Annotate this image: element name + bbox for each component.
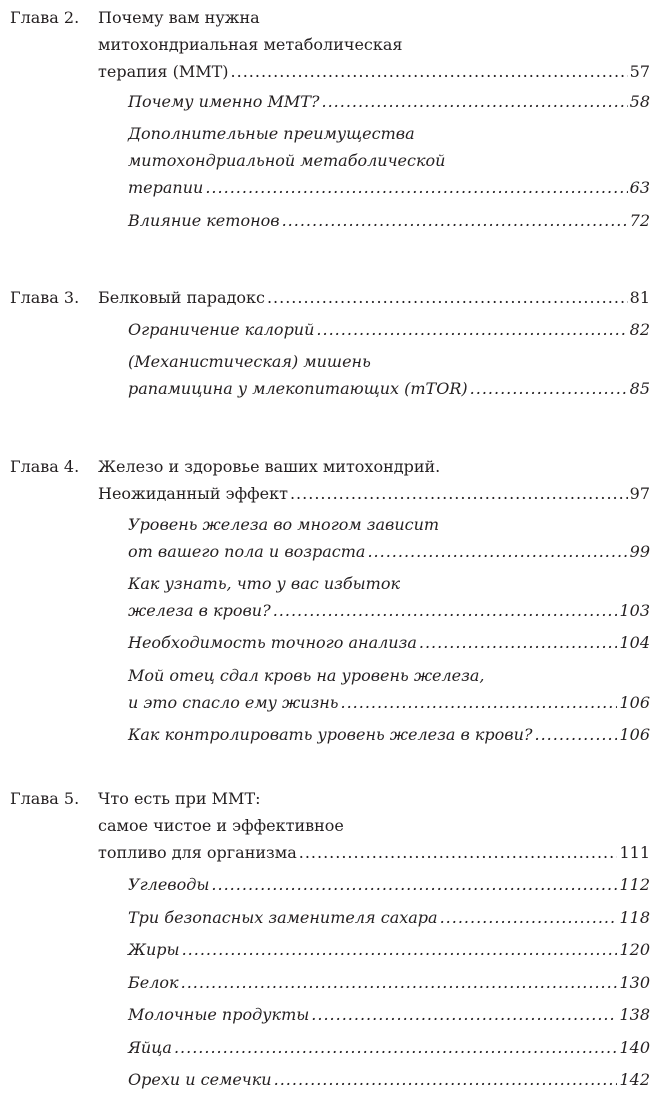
toc-entry[interactable]	[128, 904, 650, 931]
toc-leader-line	[98, 480, 650, 507]
entry-title-line: Орехи и семечки	[128, 1070, 272, 1089]
entry-title-line: Уровень железа во многом зависит	[128, 515, 440, 534]
dot-leader	[340, 689, 617, 716]
dot-leader	[273, 597, 618, 624]
toc-entry[interactable]	[128, 969, 650, 996]
entry-title-line: Молочные продукты	[128, 1005, 310, 1024]
dot-leader	[274, 1066, 618, 1093]
entry-title-line: железа в крови?	[128, 601, 271, 620]
page-number: 97	[629, 484, 650, 503]
chapter-title-line: терапия (ММТ)	[98, 62, 229, 81]
entry-title-line: Почему именно ММТ?	[128, 92, 320, 111]
chapter-title[interactable]	[98, 4, 650, 85]
entry-title-line: Дополнительные преимущества	[128, 124, 415, 143]
chapter-title-line: Железо и здоровье ваших митохондрий.	[98, 457, 441, 476]
entry-title-line: Жиры	[128, 940, 180, 959]
dot-leader	[290, 480, 628, 507]
entry-title-line: Как контролировать уровень железа в крови?	[128, 725, 533, 744]
toc-entry[interactable]	[128, 662, 650, 716]
toc-entry[interactable]	[128, 936, 650, 963]
entry-title-line: Как узнать, что у вас избыток	[128, 574, 400, 593]
dot-leader	[267, 284, 628, 311]
dot-leader	[311, 1001, 617, 1028]
page-number: 106	[619, 693, 650, 712]
dot-leader	[231, 58, 628, 85]
entry-title-line: Необходимость точного анализа	[128, 633, 417, 652]
dot-leader	[534, 721, 617, 748]
entry-title-line: (Механистическая) мишень	[128, 352, 371, 371]
toc-entry[interactable]	[128, 871, 650, 898]
page-number: 118	[619, 908, 650, 927]
dot-leader	[440, 904, 618, 931]
entry-title-line: Белок	[128, 973, 179, 992]
entry-title-line: Углеводы	[128, 875, 210, 894]
chapter-label: Глава 4.	[10, 457, 80, 476]
toc-entry[interactable]	[128, 120, 650, 201]
page-number: 63	[629, 178, 650, 197]
dot-leader	[282, 207, 628, 234]
chapter-title-line: Неожиданный эффект	[98, 484, 288, 503]
toc-entry[interactable]	[128, 207, 650, 234]
dot-leader	[470, 375, 628, 402]
chapter-title[interactable]	[98, 284, 650, 311]
page-number: 81	[629, 288, 650, 307]
entry-title-line: рапамицина у млекопитающих (mTOR)	[128, 379, 468, 398]
dot-leader	[182, 936, 618, 963]
toc-leader-line	[98, 58, 650, 85]
toc-entry[interactable]	[128, 348, 650, 402]
page-number: 58	[629, 92, 650, 111]
page-number: 106	[619, 725, 650, 744]
toc-entry[interactable]	[128, 1001, 650, 1028]
toc-entry[interactable]	[128, 629, 650, 656]
page-number: 111	[619, 843, 650, 862]
page-number: 120	[619, 940, 650, 959]
dot-leader	[181, 969, 618, 996]
chapter-title-line: Белковый парадокс	[98, 288, 265, 307]
toc-entry[interactable]	[128, 1034, 650, 1061]
toc-entry[interactable]	[128, 316, 650, 343]
entry-title-line: Влияние кетонов	[128, 211, 280, 230]
page-number: 103	[619, 601, 650, 620]
dot-leader	[419, 629, 618, 656]
entry-title-line: терапии	[128, 178, 204, 197]
page-number: 130	[619, 973, 650, 992]
dot-leader	[174, 1034, 618, 1061]
page-number: 140	[619, 1038, 650, 1057]
chapter-title-line: топливо для организма	[98, 843, 297, 862]
toc-entry[interactable]	[128, 721, 650, 748]
entry-title-line: Три безопасных заменителя сахара	[128, 908, 438, 927]
chapter-title[interactable]	[98, 785, 650, 866]
entry-title-line: Яйца	[128, 1038, 172, 1057]
dot-leader	[299, 839, 618, 866]
entry-title-line: Ограничение калорий	[128, 320, 315, 339]
entry-title-line: Мой отец сдал кровь на уровень железа,	[128, 666, 485, 685]
chapter-label: Глава 2.	[10, 8, 80, 27]
toc-entry[interactable]	[128, 88, 650, 115]
dot-leader	[205, 174, 627, 201]
toc-entry[interactable]	[128, 1066, 650, 1093]
entry-title-line: и это спасло ему жизнь	[128, 693, 339, 712]
page-number: 142	[619, 1070, 650, 1089]
chapter-title[interactable]	[98, 453, 650, 507]
page-number: 138	[619, 1005, 650, 1024]
page-number: 104	[619, 633, 650, 652]
dot-leader	[367, 538, 627, 565]
page-number: 85	[629, 379, 650, 398]
dot-leader	[316, 316, 627, 343]
toc-entry[interactable]	[128, 511, 650, 565]
page-number: 112	[619, 875, 650, 894]
dot-leader	[322, 88, 628, 115]
page-number: 82	[629, 320, 650, 339]
chapter-title-line: Почему вам нужна	[98, 8, 260, 27]
chapter-title-line: митохондриальная метаболическая	[98, 35, 403, 54]
entry-title-line: митохондриальной метаболической	[128, 151, 446, 170]
chapter-title-line: самое чистое и эффективное	[98, 816, 344, 835]
chapter-label: Глава 5.	[10, 789, 80, 808]
page-number: 72	[629, 211, 650, 230]
chapter-title-line: Что есть при ММТ:	[98, 789, 261, 808]
toc-entry[interactable]	[128, 570, 650, 624]
chapter-label: Глава 3.	[10, 288, 80, 307]
toc-leader-line	[98, 284, 650, 311]
toc-leader-line	[98, 839, 650, 866]
page-number: 99	[629, 542, 650, 561]
entry-title-line: от вашего пола и возраста	[128, 542, 366, 561]
dot-leader	[211, 871, 617, 898]
page-number: 57	[629, 62, 650, 81]
